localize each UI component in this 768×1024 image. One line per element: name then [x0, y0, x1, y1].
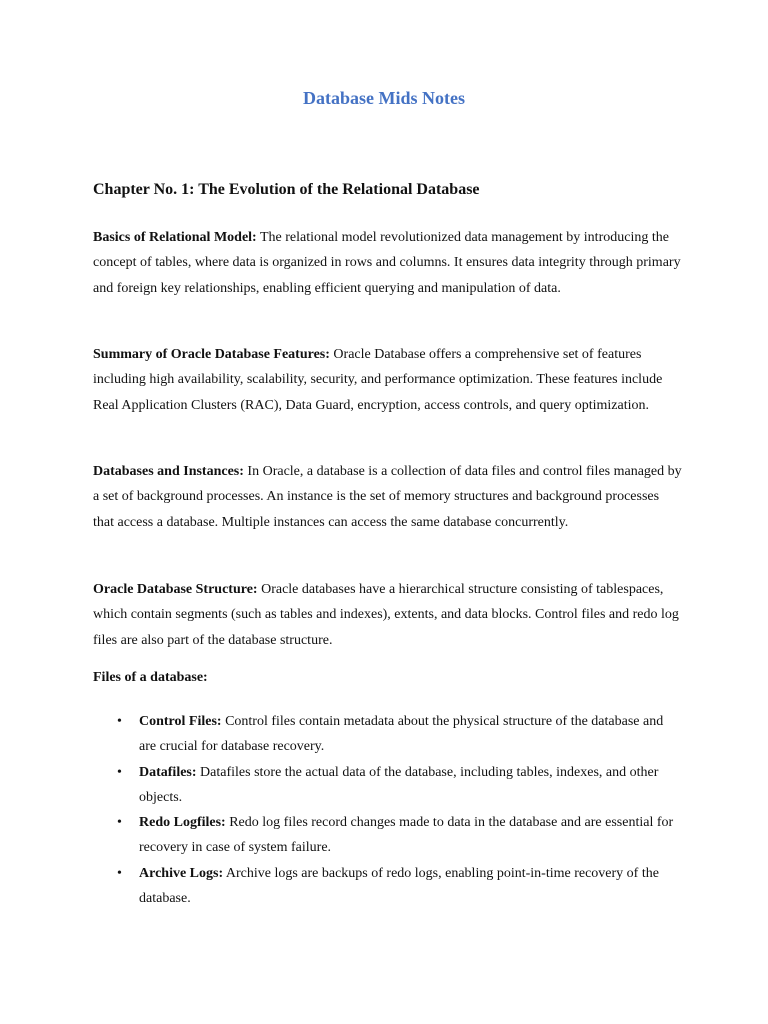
- list-item-label: Redo Logfiles:: [139, 815, 226, 831]
- bullet-icon: •: [117, 764, 122, 780]
- list-item: [93, 760, 683, 811]
- bullet-icon: •: [117, 714, 122, 729]
- files-heading: Files of a database:: [93, 670, 208, 685]
- bullet-icon: •: [117, 815, 122, 831]
- list-item-label: Control Files:: [139, 714, 222, 729]
- list-item-text: Archive logs are backups of redo logs, enabling point-in-time recovery of the database.: [139, 865, 659, 907]
- paragraph-text: Oracle Database offers a comprehensive set of features including high availability, scalability, security, and performance optimization. These features include Real Application Clusters (RAC), Data Guard, encryption, access controls, and query optimization.: [93, 347, 663, 413]
- paragraph-basics-relational-model: [93, 225, 683, 301]
- chapter-heading: Chapter No. 1: The Evolution of the Relational Database: [93, 181, 480, 198]
- paragraph-text: In Oracle, a database is a collection of data files and control files managed by a set of background processes. An instance is the set of memory structures and background processes that access a database. Multiple instances can access the same database concurrently.: [93, 464, 682, 530]
- list-item: [93, 861, 683, 912]
- paragraph-label: Summary of Oracle Database Features:: [93, 347, 330, 362]
- list-item-label: Archive Logs:: [139, 865, 224, 881]
- paragraph-label: Oracle Database Structure:: [93, 582, 258, 597]
- list-item-label: Datafiles:: [139, 764, 197, 780]
- list-item: [93, 810, 683, 861]
- paragraph-oracle-structure: [93, 577, 683, 653]
- paragraph-oracle-features: [93, 342, 683, 418]
- files-list: [93, 709, 683, 911]
- list-item-text: Datafiles store the actual data of the database, including tables, indexes, and other objects.: [139, 764, 659, 805]
- paragraph-text: The relational model revolutionized data management by introducing the concept of tables, where data is organized in rows and columns. It ensures data integrity through primary and foreign key relationships, enabling efficient querying and manipulation of data.: [93, 230, 681, 296]
- bullet-icon: •: [117, 865, 122, 881]
- list-item: [93, 709, 683, 760]
- paragraph-label: Databases and Instances:: [93, 464, 244, 479]
- paragraph-text: Oracle databases have a hierarchical structure consisting of tablespaces, which contain segments (such as tables and indexes), extents, and data blocks. Control files and redo log files are also part of the database structure.: [93, 582, 679, 648]
- paragraph-databases-instances: [93, 459, 683, 535]
- document-title: Database Mids Notes: [303, 88, 465, 108]
- list-item-text: Control files contain metadata about the physical structure of the database and are crucial for database recovery.: [139, 714, 664, 755]
- list-item-text: Redo log files record changes made to data in the database and are essential for recovery in case of system failure.: [139, 815, 674, 856]
- paragraph-label: Basics of Relational Model:: [93, 230, 257, 245]
